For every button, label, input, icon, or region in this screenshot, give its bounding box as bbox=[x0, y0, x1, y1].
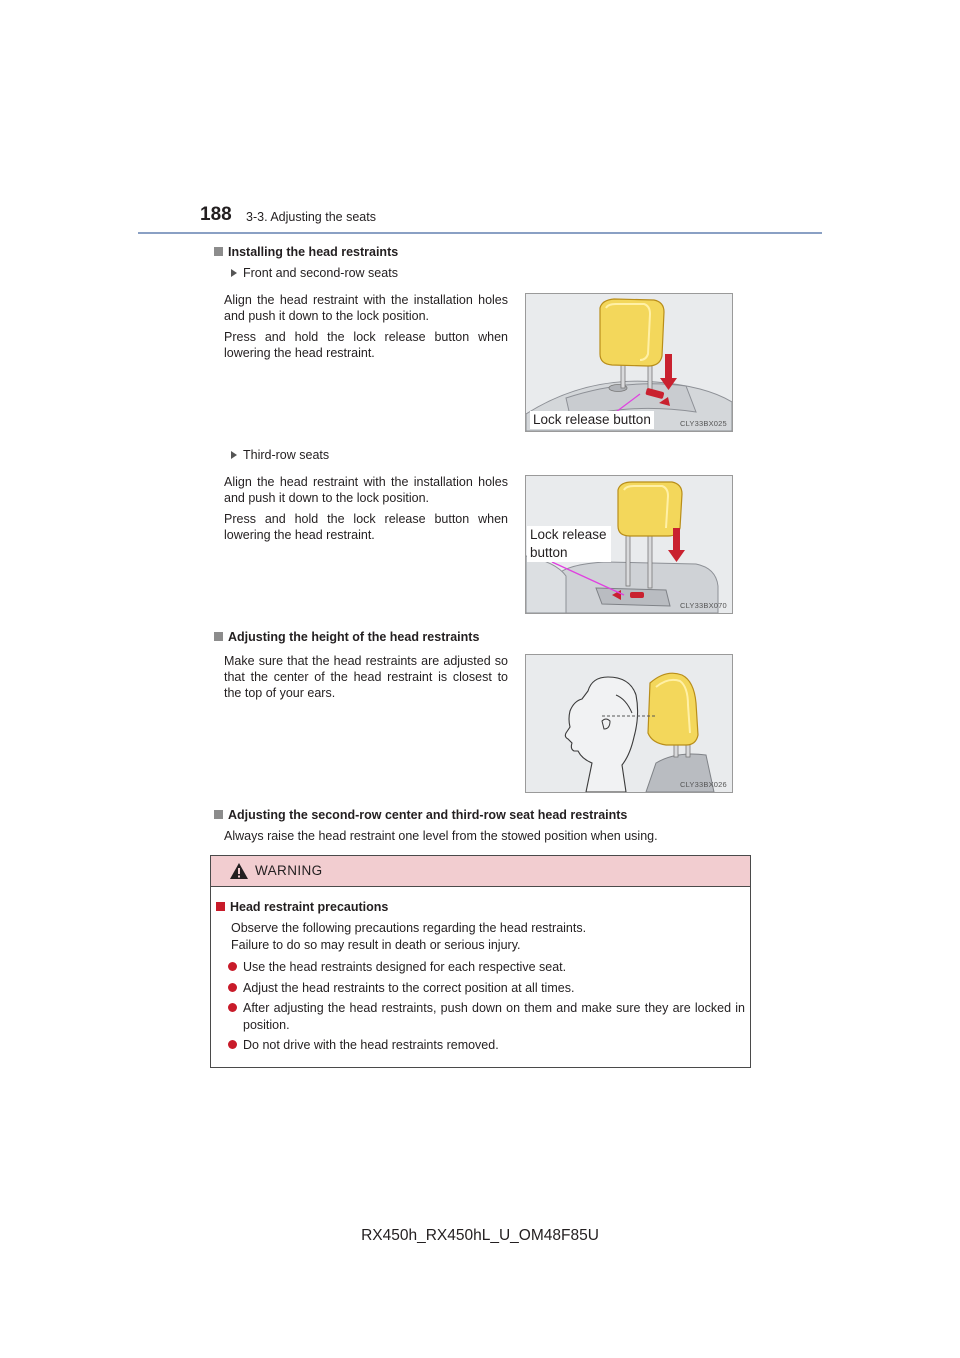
warning-list bbox=[227, 959, 745, 1058]
header-rule bbox=[138, 232, 822, 234]
warning-triangle-icon bbox=[229, 862, 249, 880]
square-bullet-icon bbox=[216, 902, 225, 911]
figure-label-lock-release: Lock release button bbox=[530, 411, 654, 429]
square-bullet-icon bbox=[214, 247, 223, 256]
page-number: 188 bbox=[200, 204, 232, 225]
paragraph-front bbox=[224, 292, 508, 366]
paragraph-line: Align the head restraint with the installation holes and push it down to the lock position. bbox=[224, 475, 508, 505]
head-height-illustration bbox=[526, 655, 732, 792]
round-bullet-icon bbox=[228, 983, 237, 992]
heading-text: Adjusting the height of the head restraints bbox=[228, 630, 480, 644]
heading-installing bbox=[214, 245, 398, 259]
warning-heading bbox=[216, 900, 388, 914]
round-bullet-icon bbox=[228, 1040, 237, 1049]
figure-third-seat bbox=[525, 475, 733, 614]
warning-heading-text: Head restraint precautions bbox=[230, 900, 389, 914]
paragraph-line: Press and hold the lock release button when lowering the head restraint. bbox=[224, 330, 508, 360]
paragraph-height bbox=[224, 653, 508, 706]
paragraph-second-row-center: Always raise the head restraint one level from the stowed position when using. bbox=[224, 829, 658, 843]
paragraph-third bbox=[224, 474, 508, 548]
warning-list-item bbox=[227, 1037, 745, 1054]
heading-second-row-center bbox=[214, 808, 627, 822]
figure-label-line: button bbox=[530, 545, 568, 560]
heading-text: Adjusting the second-row center and third-row seat head restraints bbox=[228, 808, 628, 822]
warning-item-text: Do not drive with the head restraints removed. bbox=[243, 1038, 499, 1052]
heading-height bbox=[214, 630, 479, 644]
figure-label-lock-release bbox=[527, 526, 611, 562]
warning-item-text: Use the head restraints designed for each respective seat. bbox=[243, 960, 567, 974]
warning-item-text: Adjust the head restraints to the correct position at all times. bbox=[243, 980, 575, 995]
warning-title: WARNING bbox=[255, 863, 323, 878]
section-title: 3-3. Adjusting the seats bbox=[246, 210, 376, 224]
square-bullet-icon bbox=[214, 810, 223, 819]
figure-label-line: Lock release bbox=[530, 527, 607, 542]
square-bullet-icon bbox=[214, 632, 223, 641]
warning-list-item bbox=[227, 1000, 745, 1033]
heading-text: Installing the head restraints bbox=[228, 245, 399, 259]
warning-box bbox=[210, 855, 751, 1068]
round-bullet-icon bbox=[228, 962, 237, 971]
paragraph-line: Press and hold the lock release button when lowering the head restraint. bbox=[224, 512, 508, 542]
figure-code: CLY33BX070 bbox=[680, 601, 727, 610]
round-bullet-icon bbox=[228, 1003, 237, 1012]
figure-code: CLY33BX026 bbox=[680, 780, 727, 789]
paragraph-line: Align the head restraint with the installation holes and push it down to the lock position. bbox=[224, 293, 508, 323]
warning-intro-line: Failure to do so may result in death or serious injury. bbox=[231, 937, 521, 952]
warning-list-item bbox=[227, 959, 745, 976]
triangle-bullet-icon bbox=[231, 269, 237, 277]
warning-intro bbox=[231, 920, 586, 953]
warning-header bbox=[211, 856, 750, 887]
warning-intro-line: Observe the following precautions regarding the head restraints. bbox=[231, 921, 587, 935]
figure-code: CLY33BX025 bbox=[680, 419, 727, 428]
figure-head-height bbox=[525, 654, 733, 793]
paragraph-line: Make sure that the head restraints are adjusted so that the center of the head restraint is closest to the top of your ears. bbox=[224, 654, 508, 700]
triangle-bullet-icon bbox=[231, 451, 237, 459]
warning-item-text: After adjusting the head restraints, push down on them and make sure they are locked in position. bbox=[243, 1001, 745, 1032]
subheading-third bbox=[231, 448, 329, 462]
figure-front-seat bbox=[525, 293, 733, 432]
subheading-text: Third-row seats bbox=[243, 448, 330, 462]
subheading-text: Front and second-row seats bbox=[243, 266, 398, 280]
warning-list-item bbox=[227, 980, 745, 997]
footer-code: RX450h_RX450hL_U_OM48F85U bbox=[361, 1227, 599, 1244]
subheading-front bbox=[231, 266, 398, 280]
